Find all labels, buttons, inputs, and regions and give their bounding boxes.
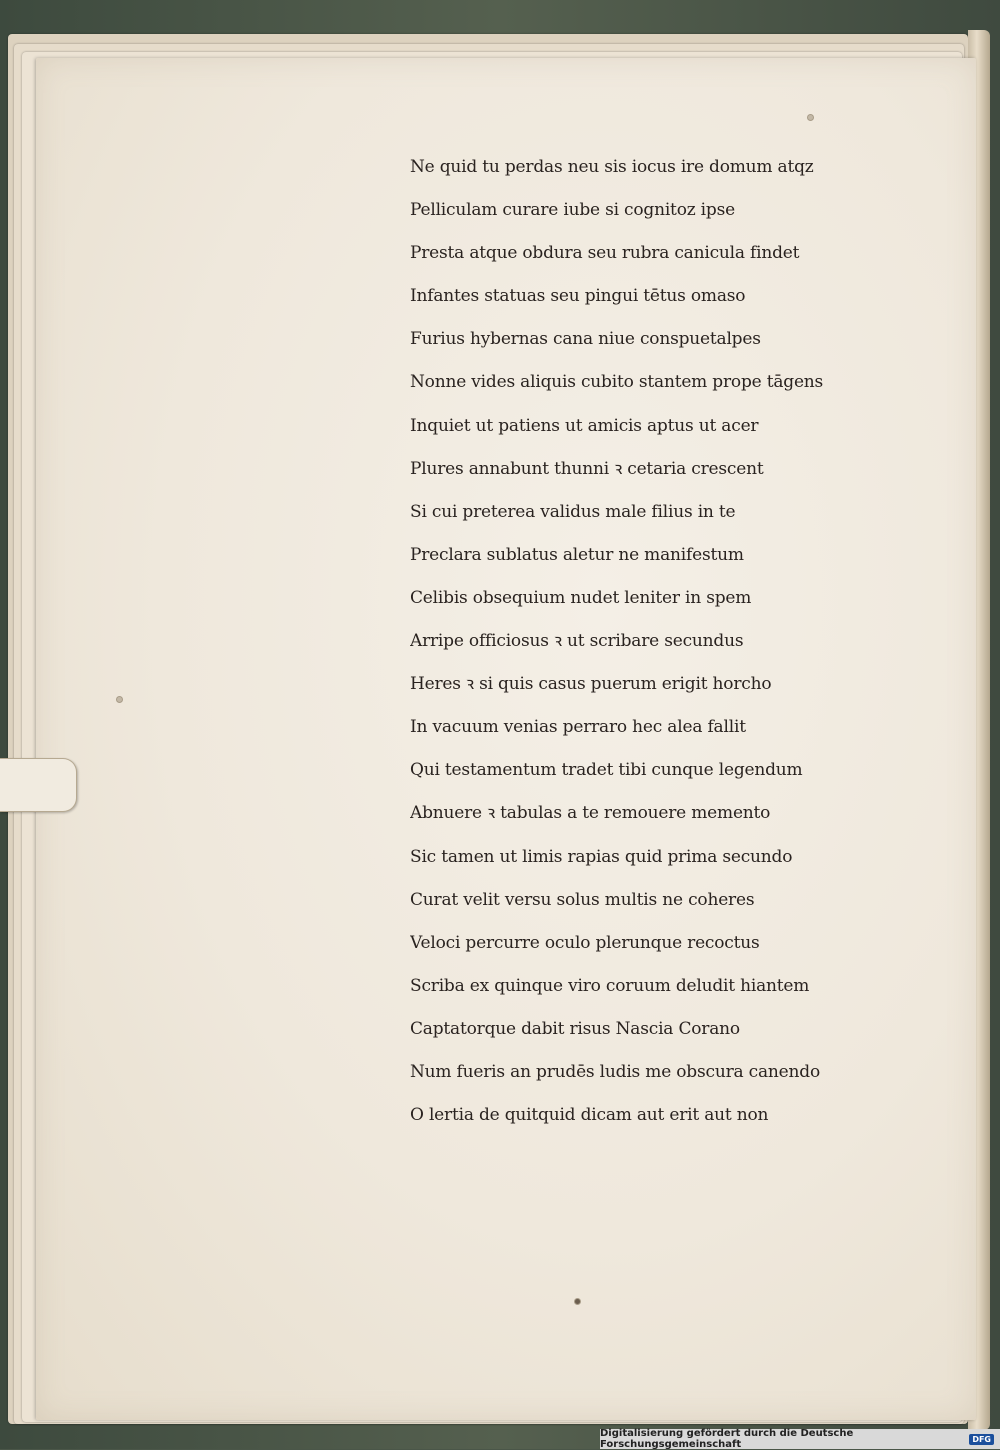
paper-spot	[116, 696, 123, 703]
verse-line: Ne quid tu perdas neu sis iocus ire domum atqz	[410, 157, 814, 177]
verse-line: Arripe officiosus ꝛ ut scribare secundus	[410, 631, 744, 652]
verse-line: In vacuum venias perraro hec alea fallit	[410, 717, 746, 738]
verse-line: Num fueris an prudēs ludis me obscura canendo	[410, 1061, 820, 1082]
verse-line: Si cui preterea validus male filius in te	[410, 501, 736, 522]
verse-line: Captatorque dabit risus Nascia Corano	[410, 1018, 740, 1039]
verse-text-block	[410, 146, 840, 1137]
verse-line: O lertia de quitquid dicam aut erit aut non	[410, 1105, 769, 1126]
verse-line: Nonne vides aliquis cubito stantem prope tāgens	[410, 372, 824, 393]
verse-line: Furius hybernas cana niue conspuetalpes	[410, 329, 761, 350]
verse-line: Plures annabunt thunni ꝛ cetaria crescent	[410, 458, 764, 479]
paper-spot	[574, 1298, 581, 1305]
verse-line: Curat velit versu solus multis ne coheres	[410, 889, 755, 910]
digitization-credit-bar	[600, 1429, 1000, 1449]
verse-line: Preclara sublatus aletur ne manifestum	[410, 544, 744, 565]
verse-line: Sic tamen ut limis rapias quid prima secundo	[410, 846, 793, 867]
verse-line: Celibis obsequium nudet leniter in spem	[410, 587, 752, 608]
dfg-logo: DFG	[969, 1434, 994, 1445]
verse-line: Abnuere ꝛ tabulas a te remouere memento	[410, 803, 771, 824]
verse-line: Scriba ex quinque viro coruum deludit hiantem	[410, 975, 810, 996]
verse-line: Infantes statuas seu pingui tētus omaso	[410, 286, 746, 307]
verse-line: Heres ꝛ si quis casus puerum erigit horcho	[410, 674, 772, 695]
verse-line: Presta atque obdura seu rubra canicula findet	[410, 243, 800, 264]
verse-line: Qui testamentum tradet tibi cunque legendum	[410, 760, 803, 781]
page-tab	[0, 758, 77, 812]
paper-spot	[807, 114, 814, 121]
verse-line: Inquiet ut patiens ut amicis aptus ut acer	[410, 415, 759, 436]
verse-line: Veloci percurre oculo plerunque recoctus	[410, 932, 760, 953]
verse-line: Pelliculam curare iube si cognitoz ipse	[410, 200, 735, 221]
digitization-credit: Digitalisierung gefördert durch die Deutsche Forschungsgemeinschaft	[600, 1428, 854, 1450]
